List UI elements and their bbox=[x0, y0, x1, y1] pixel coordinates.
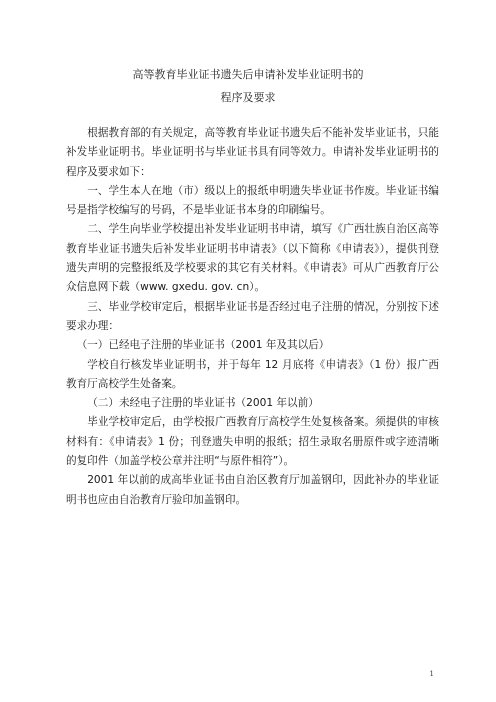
intro-paragraph: 根据教育部的有关规定，高等教育毕业证书遗失后不能补发毕业证书，只能补发毕业证明书。毕业证明书与毕业证书具有同等效力。申请补发毕业证明书的程序及要求如下： bbox=[66, 127, 439, 178]
document-body bbox=[66, 124, 439, 510]
title-line-2: 程序及要求 bbox=[220, 91, 276, 104]
page-number: 1 bbox=[429, 670, 434, 678]
title-line-1: 高等教育毕业证书遗失后申请补发毕业证明书的 bbox=[132, 68, 364, 81]
subsection-2-heading: （二）未经电子注册的毕业证书（2001 年以前） bbox=[87, 397, 319, 410]
document-title bbox=[0, 63, 496, 109]
closing-paragraph: 2001 年以前的成高毕业证书由自治区教育厅加盖钢印，因此补办的毕业证明书也应由自治教育厅验印加盖钢印。 bbox=[66, 474, 439, 506]
subsection-1-text: 学校自行核发毕业证明书，并于每年 12 月底将《申请表》（1 份）报广西教育厅高校学生处备案。 bbox=[66, 358, 439, 390]
step-3-paragraph: 三、毕业学校审定后，根据毕业证书是否经过电子注册的情况，分别按下述要求办理： bbox=[66, 300, 439, 332]
step-2-paragraph: 二、学生向毕业学校提出补发毕业证明书申请，填写《广西壮族自治区高等教育毕业证书遗失后补发毕业证明书申请表》（以下简称《申请表》），提供刊登遗失声明的完整报纸及学校要求的其它有关材料。《申请表》可从广西教育厅公众信息网下载（www. gxedu. gov. cn）。 bbox=[66, 223, 439, 294]
subsection-1-heading: （一）已经电子注册的毕业证书（2001 年及其以后） bbox=[76, 339, 330, 352]
step-1-paragraph: 一、学生本人在地（市）级以上的报纸申明遗失毕业证书作废。毕业证书编号是指学校编写的号码，不是毕业证书本身的印刷编号。 bbox=[66, 184, 439, 217]
subsection-2-text: 毕业学校审定后，由学校报广西教育厅高校学生处复核备案。须提供的审核材料有：《申请表》1 份；刊登遗失申明的报纸；招生录取名册原件或字迹清晰的复印件（加盖学校公章并注明“与原件相符”）。 bbox=[66, 416, 439, 468]
